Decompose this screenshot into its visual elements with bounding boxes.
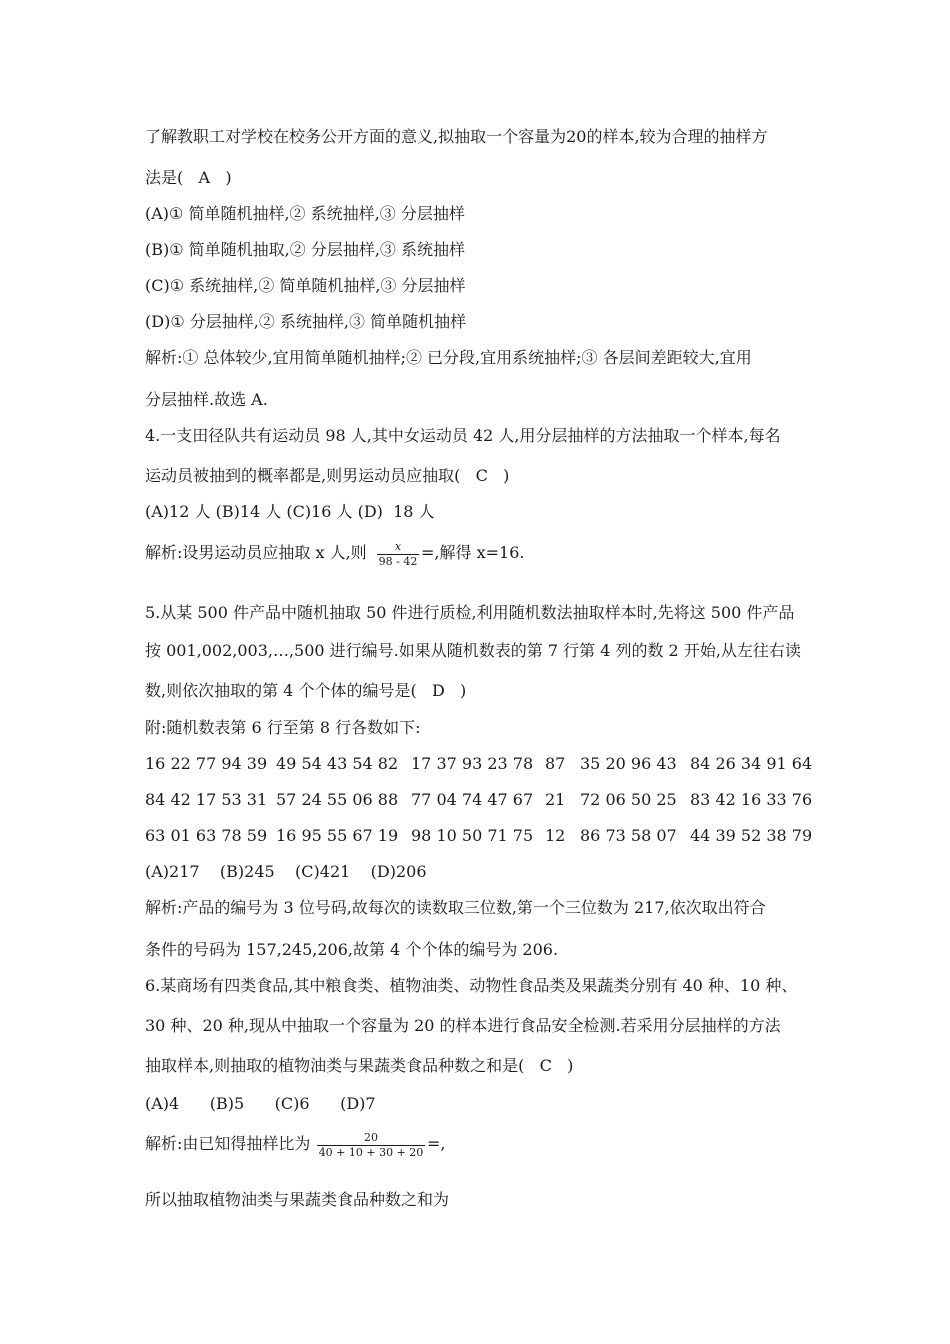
table-cell: 86 73 58 07 (580, 826, 677, 845)
table-cell: 16 22 77 94 39 (145, 754, 268, 773)
table-cell: 84 26 34 91 64 (690, 754, 813, 773)
text-line: 30 种、20 种,现从中抽取一个容量为 20 的样本进行食品安全检测.若采用分层抽样的方法 (145, 1016, 781, 1035)
text-line: 数,则依次抽取的第 4 个个体的编号是( D ) (145, 681, 467, 700)
text-line: 运动员被抽到的概率都是,则男运动员应抽取( C ) (145, 466, 510, 485)
table-cell: 87 (545, 754, 566, 773)
fraction-denominator: 98 - 42 (378, 555, 418, 568)
question-6: 6.某商场有四类食品,其中粮食类、植物油类、动物性食品类及果蔬类分别有 40 种、10 种、 (145, 976, 798, 995)
fraction-numerator: 20 (364, 1131, 378, 1144)
option-line: (A)① 简单随机抽样,② 系统抽样,③ 分层抽样 (145, 204, 465, 223)
text-line: 按 001,002,003,…,500 进行编号.如果从随机数表的第 7 行第 4 列的数 2 开始,从左往右读 (145, 641, 801, 660)
table-cell: 12 (545, 826, 566, 845)
solution-line-a: 解析:设男运动员应抽取 x 人,则 (145, 543, 367, 562)
table-cell: 35 20 96 43 (580, 754, 677, 773)
fraction-x-over-56 (377, 540, 419, 569)
table-cell: 21 (545, 790, 566, 809)
text-line: 附:随机数表第 6 行至第 8 行各数如下: (145, 718, 421, 737)
question-5: 5.从某 500 件产品中随机抽取 50 件进行质检,利用随机数法抽取样本时,先将这 500 件产品 (145, 603, 795, 622)
table-cell: 17 37 93 23 78 (411, 754, 534, 773)
solution-line: 分层抽样.故选 A. (145, 390, 268, 409)
solution-line-b: =,解得 x=16. (421, 543, 525, 562)
solution-line-b: =, (427, 1134, 446, 1153)
text-line: 法是( A ) (145, 168, 232, 187)
table-cell: 57 24 55 06 88 (276, 790, 399, 809)
table-cell: 83 42 16 33 76 (690, 790, 813, 809)
option-line: (A)12 人 (B)14 人 (C)16 人 (D) 18 人 (145, 502, 435, 521)
option-line: (A)4 (B)5 (C)6 (D)7 (145, 1094, 376, 1113)
fraction-denominator: 40 + 10 + 30 + 20 (318, 1146, 424, 1159)
table-cell: 77 04 74 47 67 (411, 790, 534, 809)
table-cell: 16 95 55 67 19 (276, 826, 399, 845)
table-cell: 72 06 50 25 (580, 790, 677, 809)
solution-line-a: 解析:由已知得抽样比为 (145, 1134, 311, 1153)
table-cell: 63 01 63 78 59 (145, 826, 268, 845)
option-line: (C)① 系统抽样,② 简单随机抽样,③ 分层抽样 (145, 276, 466, 295)
solution-line: 条件的号码为 157,245,206,故第 4 个个体的编号为 206. (145, 940, 559, 959)
table-cell: 44 39 52 38 79 (690, 826, 813, 845)
table-cell: 49 54 43 54 82 (276, 754, 399, 773)
solution-line: 解析:产品的编号为 3 位号码,故每次的读数取三位数,第一个三位数为 217,依次取出符合 (145, 898, 766, 917)
option-line: (B)① 简单随机抽取,② 分层抽样,③ 系统抽样 (145, 240, 466, 259)
table-cell: 98 10 50 71 75 (411, 826, 534, 845)
question-4: 4.一支田径队共有运动员 98 人,其中女运动员 42 人,用分层抽样的方法抽取一个样本,每名 (145, 426, 781, 445)
text-line: 抽取样本,则抽取的植物油类与果蔬类食品种数之和是( C ) (145, 1056, 574, 1075)
option-line: (D)① 分层抽样,② 系统抽样,③ 简单随机抽样 (145, 312, 467, 331)
table-cell: 84 42 17 53 31 (145, 790, 268, 809)
text-line: 了解教职工对学校在校务公开方面的意义,拟抽取一个容量为20的样本,较为合理的抽样方 (145, 127, 768, 146)
fraction-20-over-sum (317, 1131, 425, 1160)
fraction-numerator: x (394, 540, 402, 553)
option-line: (A)217 (B)245 (C)421 (D)206 (145, 862, 427, 881)
solution-line: 所以抽取植物油类与果蔬类食品种数之和为 (145, 1190, 450, 1209)
solution-line: 解析:① 总体较少,宜用简单随机抽样;② 已分段,宜用系统抽样;③ 各层间差距较大,宜用 (145, 348, 752, 367)
